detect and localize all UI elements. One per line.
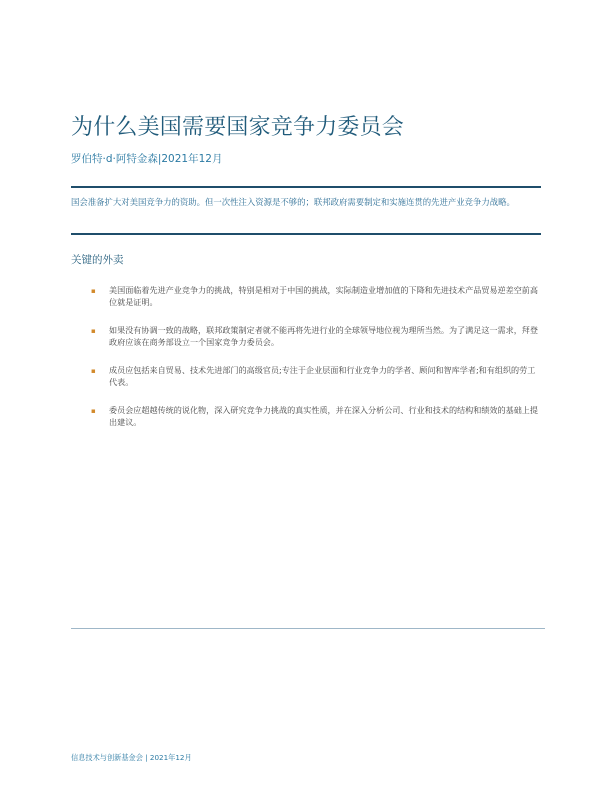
list-item-text: 如果没有协调一致的战略，联邦政策制定者就不能再将先进行业的全球领导地位视为理所当然。为了满足这一需求，拜登政府应该在商务部设立一个国家竞争力委员会。: [109, 325, 538, 348]
list-item: [71, 284, 541, 310]
key-takeaways-title: 关键的外卖: [71, 254, 124, 266]
bullet-marker-icon: ▪: [91, 407, 96, 415]
bullet-marker-icon: ▪: [91, 367, 96, 375]
list-item-text: 美国面临着先进产业竞争力的挑战，特别是相对于中国的挑战，实际制造业增加值的下降和先进技术产品贸易逆差空前高位就是证明。: [109, 285, 538, 308]
bullet-marker-icon: ▪: [91, 287, 96, 295]
bottom-divider: [71, 628, 545, 629]
list-item: [71, 364, 541, 390]
list-item-text: 成员应包括来自贸易、技术先进部门的高级官员;专注于企业层面和行业竞争力的学者、顾问和智库学者;和有组织的劳工代表。: [109, 365, 536, 388]
summary-text: 国会准备扩大对美国竞争力的资助。但一次性注入资源是不够的；联邦政府需要制定和实施连贯的先进产业竞争力战略。: [71, 197, 515, 207]
author-date-byline: 罗伯特·d·阿特金森|2021年12月: [71, 153, 223, 165]
list-item: [71, 324, 541, 350]
list-item-text: 委员会应超越传统的说化物，深入研究竞争力挑战的真实性质，并在深入分析公司、行业和技术的结构和绩效的基础上提出建议。: [109, 405, 538, 428]
bullet-marker-icon: ▪: [91, 327, 96, 335]
key-takeaways-list: [71, 284, 541, 444]
page-footer: 信息技术与创新基金会 | 2021年12月: [71, 753, 192, 762]
document-title: 为什么美国需要国家竞争力委员会: [71, 115, 405, 140]
summary-box: [71, 186, 541, 235]
list-item: [71, 404, 541, 430]
